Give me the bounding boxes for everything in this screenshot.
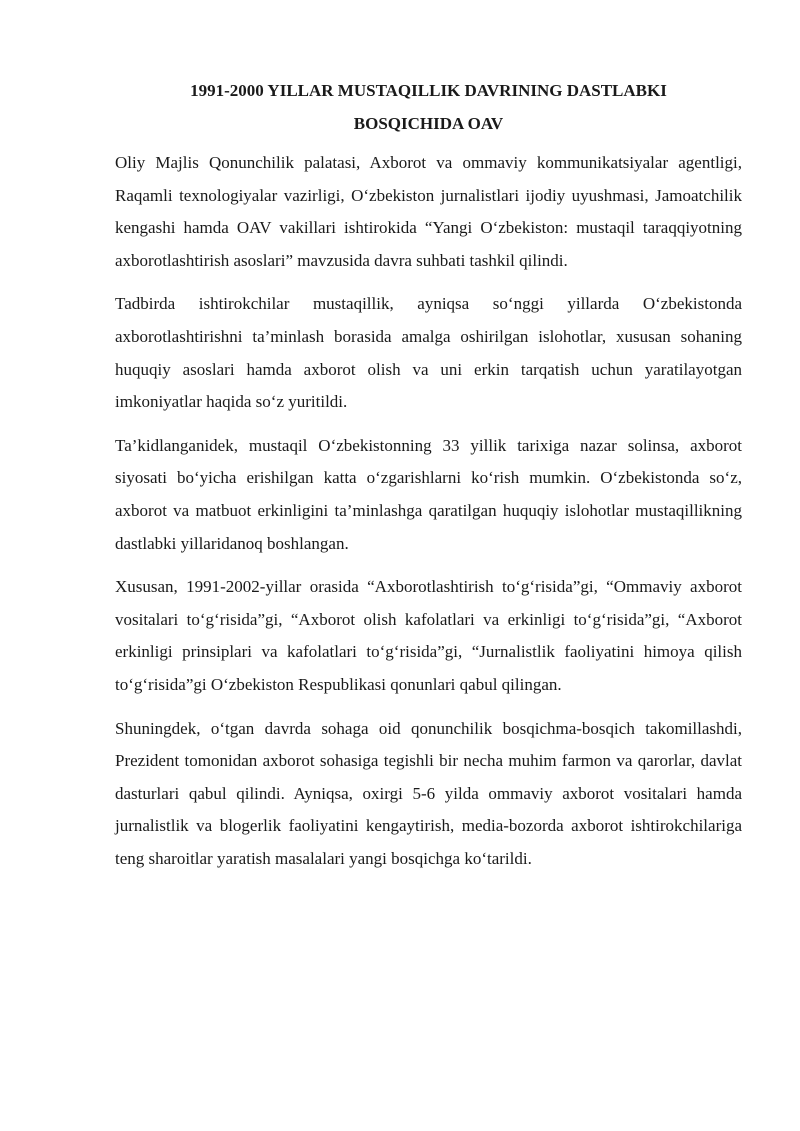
- paragraph-3: Ta’kidlanganidek, mustaqil O‘zbekistonning 33 yillik tarixiga nazar solinsa, axborot siyosati bo‘yicha erishilgan katta o‘zgarishlarni ko‘rish mumkin. O‘zbekistonda so‘z, axborot va matbuot erkinligini ta’minlashga qaratilgan huquqiy islohotlar mustaqillikning dastlabki yillaridanoq boshlangan.: [115, 435, 742, 553]
- paragraph-5: Shuningdek, o‘tgan davrda sohaga oid qonunchilik bosqichma-bosqich takomillashdi, Prezident tomonidan axborot sohasiga tegishli bir necha muhim farmon va qarorlar, davlat dasturlari qabul qilindi. Ayniqsa, oxirgi 5-6 yilda ommaviy axborot vositalari hamda jurnalistlik va blogerlik faoliyatini kengaytirish, media-bozorda axborot ishtirokchilariga teng sharoitlar yaratish masalalari yangi bosqichga ko‘tarildi.: [115, 718, 742, 868]
- paragraph-2: Tadbirda ishtirokchilar mustaqillik, ayniqsa so‘nggi yillarda O‘zbekistonda axborotlashtirishni ta’minlash borasida amalga oshirilgan islohotlar, xususan sohaning huquqiy asoslari hamda axborot olish va uni erkin tarqatish uchun yaratilayotgan imkoniyatlar haqida so‘z yuritildi.: [115, 294, 742, 412]
- document-title-line-1: 1991-2000 YILLAR MUSTAQILLIK DAVRINING DASTLABKI: [190, 81, 667, 100]
- document-title-line-2: BOSQICHIDA OAV: [353, 114, 504, 133]
- paragraph-4: Xususan, 1991-2002-yillar orasida “Axborotlashtirish to‘g‘risida”gi, “Ommaviy axborot vositalari to‘g‘risida”gi, “Axborot olish kafolatlari va erkinligi to‘g‘risida”gi, “Axborot erkinligi prinsiplari va kafolatlari to‘g‘risida”gi, “Jurnalistlik faoliyatini himoya qilish to‘g‘risida”gi O‘zbekiston Respublikasi qonunlari qabul qilingan.: [115, 577, 742, 694]
- paragraph-1: Oliy Majlis Qonunchilik palatasi, Axborot va ommaviy kommunikatsiyalar agentligi, Raqamli texnologiyalar vazirligi, O‘zbekiston jurnalistlari ijodiy uyushmasi, Jamoatchilik kengashi hamda OAV vakillari ishtirokida “Yangi O‘zbekiston: mustaqil taraqqiyotning axborotlashtirish asoslari” mavzusida davra suhbati tashkil qilindi.: [115, 153, 742, 270]
- document-page: [115, 74, 742, 886]
- document-title: [115, 74, 742, 140]
